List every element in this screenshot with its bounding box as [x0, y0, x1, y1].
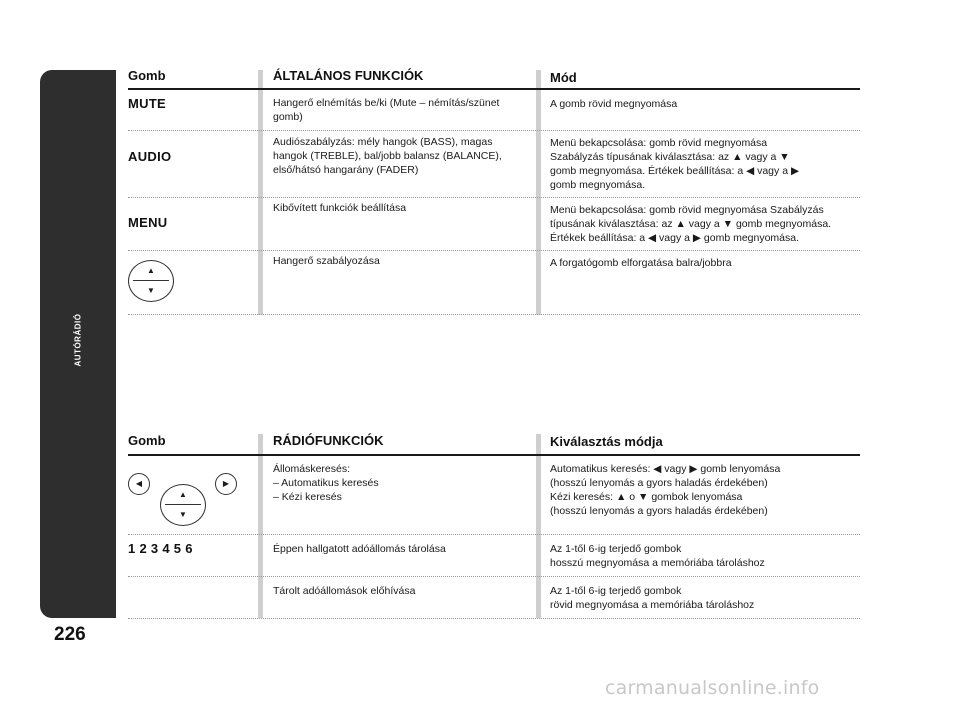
radio-mode-cell: Automatikus keresés: ◀ vagy ▶ gomb lenyomása (hosszú lenyomás a gyors haladás érdekében) Kézi keresés: ▲ o ▼ gombok lenyomása (hosszú lenyomás a gyors haladás érdekében) — [550, 463, 781, 517]
volume-knob-icon — [128, 260, 174, 302]
column-divider — [536, 434, 541, 618]
up-arrow-icon: ▲ — [147, 266, 155, 275]
watermark: carmanualsonline.info — [605, 677, 820, 699]
chapter-label: AUTÓRÁDIÓ — [73, 313, 83, 367]
row-divider — [128, 618, 860, 619]
key-audio: AUDIO — [128, 149, 172, 164]
radio-header-mode: Kiválasztás módja — [550, 434, 663, 449]
general-func-cell: Audiószabályzás: mély hangok (BASS), magas hangok (TREBLE), bal/jobb balansz (BALANCE), első/hátsó hangarány (FADER) — [273, 136, 502, 176]
general-mode-cell: Menü bekapcsolása: gomb rövid megnyomása Szabályzás típusának kiválasztása: az ▲ vagy a ▼ gomb megnyomása. Értékek beállítása: a ◀ vagy a ▶ gomb megnyomása. — [550, 204, 832, 244]
key-presets: 1 2 3 4 5 6 — [128, 541, 193, 556]
radio-mode-cell: Az 1-től 6-ig terjedő gombok rövid megnyomása a memóriába tároláshoz — [550, 585, 755, 611]
up-arrow-icon: ▲ — [179, 490, 187, 499]
general-mode-cell: A gomb rövid megnyomása — [550, 98, 678, 110]
radio-header-func: RÁDIÓFUNKCIÓK — [273, 433, 384, 448]
row-divider — [128, 534, 860, 535]
down-arrow-icon: ▼ — [147, 286, 155, 295]
row-divider — [128, 314, 860, 315]
radio-func-cell: Állomáskeresés: – Automatikus keresés – Kézi keresés — [273, 463, 379, 503]
header-rule — [128, 88, 860, 90]
general-header-func: ÁLTALÁNOS FUNKCIÓK — [273, 68, 424, 83]
tuning-knob-icon — [160, 484, 206, 526]
general-mode-cell: A forgatógomb elforgatása balra/jobbra — [550, 257, 732, 269]
key-menu: MENU — [128, 215, 168, 230]
row-divider — [128, 130, 860, 131]
column-divider — [258, 434, 263, 618]
general-header-mode: Mód — [550, 70, 577, 85]
radio-func-cell: Éppen hallgatott adóállomás tárolása — [273, 543, 446, 555]
down-arrow-icon: ▼ — [179, 510, 187, 519]
row-divider — [128, 197, 860, 198]
general-func-cell: Hangerő szabályozása — [273, 255, 380, 267]
general-mode-cell: Menü bekapcsolása: gomb rövid megnyomása Szabályzás típusának kiválasztása: az ▲ vagy a ▼ gomb megnyomása. Értékek beállítása: a ◀ vagy a ▶ gomb megnyomása. — [550, 137, 800, 191]
page-number: 226 — [54, 624, 86, 645]
header-rule — [128, 454, 860, 456]
seek-right-button-icon: ▶ — [215, 473, 237, 495]
seek-left-button-icon: ◀ — [128, 473, 150, 495]
key-mute: MUTE — [128, 96, 167, 111]
general-func-cell: Hangerő elnémítás be/ki (Mute – némítás/szünet gomb) — [273, 97, 500, 123]
column-divider — [536, 70, 541, 315]
row-divider — [128, 250, 860, 251]
radio-mode-cell: Az 1-től 6-ig terjedő gombok hosszú megnyomása a memóriába tároláshoz — [550, 543, 765, 569]
general-func-cell: Kibővített funkciók beállítása — [273, 202, 407, 214]
column-divider — [258, 70, 263, 315]
general-header-key: Gomb — [128, 68, 166, 83]
radio-func-cell: Tárolt adóállomások előhívása — [273, 585, 416, 597]
radio-header-key: Gomb — [128, 433, 166, 448]
row-divider — [128, 576, 860, 577]
